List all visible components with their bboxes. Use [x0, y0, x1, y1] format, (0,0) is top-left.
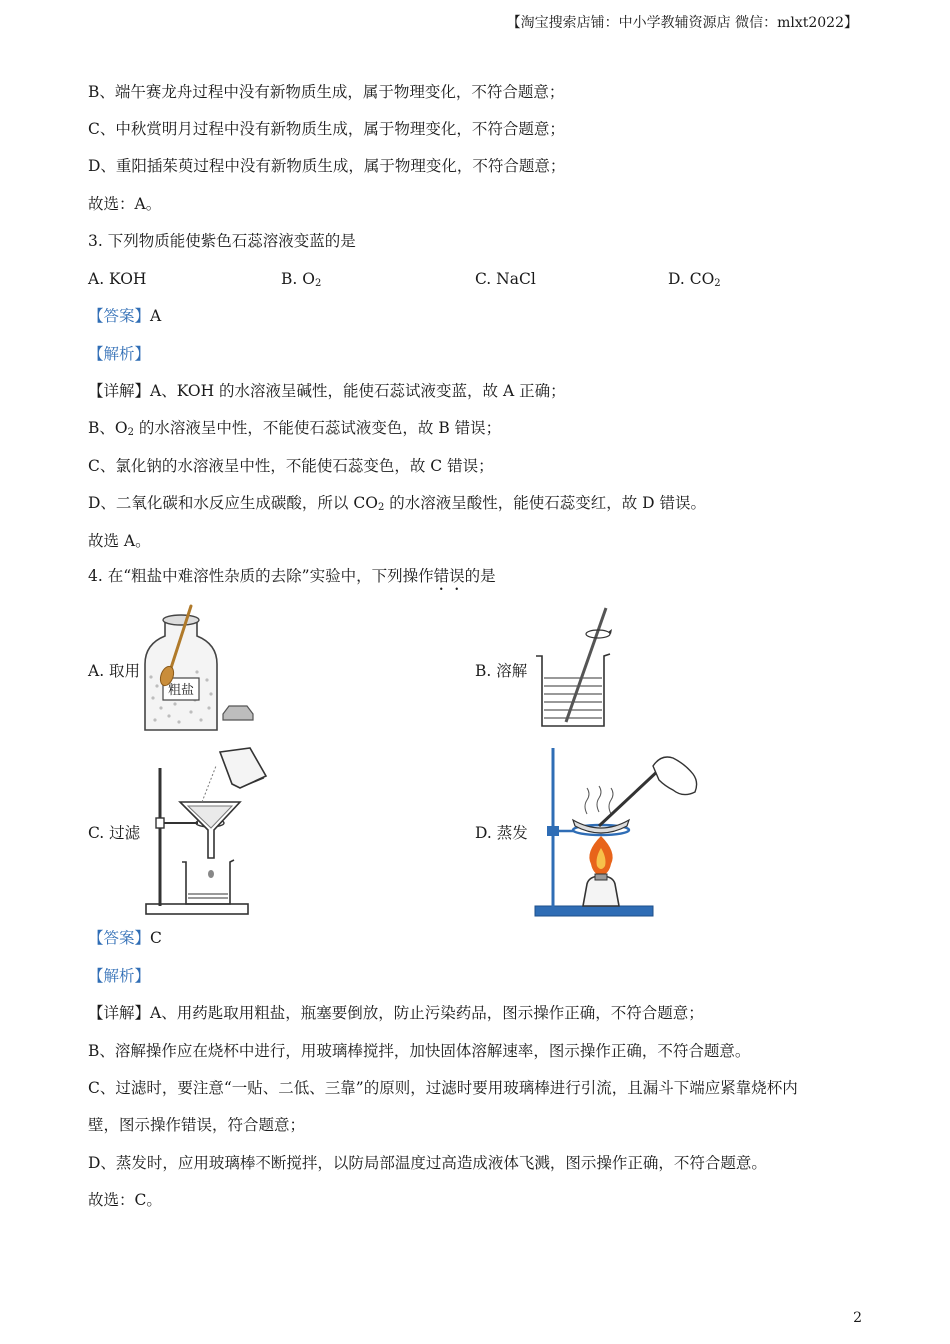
q4-option-a: A. 取用 — [88, 662, 141, 680]
q4-option-c: C. 过滤 — [88, 824, 141, 842]
q2-option-c-explanation: C、中秋赏明月过程中没有新物质生成，属于物理变化，不符合题意； — [88, 120, 565, 138]
q3-detail-d: D、二氧化碳和水反应生成碳酸，所以 $CO_2$ 的水溶液呈酸性，能使石蕊变红，故 D 错误。 — [88, 494, 707, 513]
q4-detail-c-line2: 壁，图示操作错误，符合题意； — [88, 1116, 306, 1134]
q2-option-b-explanation: B、端午赛龙舟过程中没有新物质生成，属于物理变化，不符合题意； — [88, 83, 565, 101]
q3-analysis-tag: 【解析】 — [88, 345, 151, 363]
q3-detail-c: C、氯化钠的水溶液呈中性，不能使石蕊变色，故 C 错误； — [88, 457, 494, 475]
q2-option-d-explanation: D、重阳插茱萸过程中没有新物质生成，属于物理变化，不符合题意； — [88, 157, 566, 175]
answer-tag: 【答案】 — [88, 929, 151, 947]
q4-answer: 【答案】C — [88, 929, 162, 947]
dissolving-beaker-figure — [530, 604, 615, 728]
q4-detail-c-line1: C、过滤时，要注意“一贴、二低、三靠”的原则，过滤时要用玻璃棒进行引流，且漏斗下端应紧靠烧杯内 — [88, 1079, 798, 1097]
q4-choice: 故选：C。 — [88, 1191, 162, 1209]
q3-option-b: B. $O_2$ — [281, 270, 322, 289]
q4-stem: 4. 在“粗盐中难溶性杂质的去除”实验中，下列操作错误的是 — [88, 567, 496, 585]
bottle-label: 粗盐 — [167, 683, 195, 698]
q3-option-a: A. KOH — [88, 270, 147, 288]
q4-detail-b: B、溶解操作应在烧杯中进行，用玻璃棒搅拌，加快固体溶解速率，图示操作正确，不符合题意。 — [88, 1042, 751, 1060]
q2-choice: 故选：A。 — [88, 195, 162, 213]
answer-tag: 【答案】 — [88, 307, 151, 325]
q3-choice: 故选 A。 — [88, 532, 151, 550]
page-number: 2 — [853, 1310, 862, 1326]
q4-analysis-tag: 【解析】 — [88, 967, 151, 985]
q3-detail-b: B、$O_2$ 的水溶液呈中性，不能使石蕊试液变色，故 B 错误； — [88, 419, 502, 438]
q3-option-d: D. $CO_2$ — [668, 270, 721, 289]
q4-option-b: B. 溶解 — [475, 662, 528, 680]
filtration-setup-figure — [140, 744, 288, 918]
evaporation-setup-figure — [533, 744, 701, 920]
q4-option-d: D. 蒸发 — [475, 824, 528, 842]
q3-stem: 3. 下列物质能使紫色石蕊溶液变蓝的是 — [88, 232, 356, 250]
q4-detail-a: 【详解】A、用药匙取用粗盐，瓶塞要倒放，防止污染药品，图示操作正确，不符合题意； — [88, 1004, 704, 1022]
q3-option-c: C. NaCl — [475, 270, 536, 288]
salt-bottle-figure — [135, 602, 260, 734]
page-header: 【淘宝搜索店铺：中小学教辅资源店 微信：mlxt2022】 — [506, 15, 858, 31]
q3-answer: 【答案】A — [88, 307, 162, 325]
q3-detail-a: 【详解】A、KOH 的水溶液呈碱性，能使石蕊试液变蓝，故 A 正确； — [88, 382, 566, 400]
q4-detail-d: D、蒸发时，应用玻璃棒不断搅拌，以防局部温度过高造成液体飞溅，图示操作正确，不符合题意。 — [88, 1154, 767, 1172]
